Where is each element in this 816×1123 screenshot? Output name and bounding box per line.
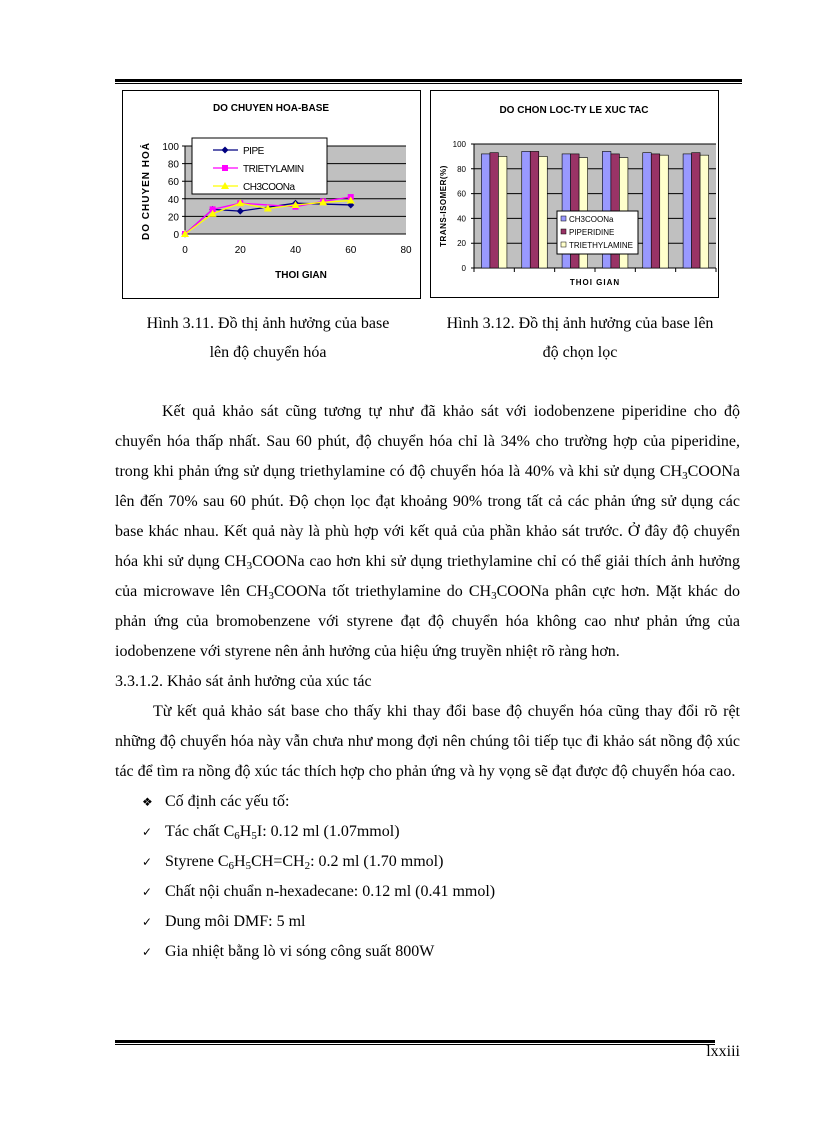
bar-ch3coona (643, 153, 652, 268)
legend-swatch (561, 216, 566, 221)
bar-piperidine (651, 154, 660, 268)
figure-caption-3-11 (118, 309, 418, 367)
text-run: Kết quả khảo sát cũng tương tự như đã khảo sát với iodobenzene piperidine cho độ chuyển hóa thấp nhất. Sau 60 phút, độ chuyển hóa chỉ là 34% cho trường hợp của piperidine, trong khi phản ứng sử dụng triethylamine có độ chuyển hóa là 40% và khi sử dụng CH (115, 403, 740, 480)
y-tick-label: 80 (167, 159, 179, 171)
x-tick-label: 40 (289, 245, 302, 256)
body-text (115, 397, 740, 967)
legend-label: TRIETYLAMIN (243, 164, 304, 175)
x-tick-label: 0 (182, 245, 188, 256)
bar-ch3coona (683, 154, 692, 268)
subscript: 5 (245, 860, 252, 872)
conditions-list (115, 787, 740, 967)
y-tick-label: 100 (452, 140, 466, 149)
bar-triethylamine (660, 155, 669, 268)
text-run: COONa cao hơn khi sử dụng triethylamine chỉ có thể giải thích ảnh hưởng của microwave lên CH (115, 553, 740, 600)
x-tick-label: 20 (234, 245, 246, 256)
text-run: COONa phân cực hơn. Mặt khác do phản ứng của bromobenzene với styrene đạt độ chuyển hóa không cao như phản ứng của iodobenzene với styrene nên ảnh hưởng của hiệu ứng truyền nhiệt rõ ràng hơn. (115, 583, 740, 660)
y-tick-label: 0 (461, 264, 466, 273)
caption-line: Hình 3.11. Đồ thị ảnh hưởng của base (146, 315, 390, 332)
bar-ch3coona (522, 151, 531, 268)
data-point-square (222, 165, 228, 171)
text-run: Gia nhiệt bằng lò vi sóng công suất 800W (165, 943, 435, 960)
legend (557, 211, 638, 254)
y-tick-label: 40 (457, 214, 466, 224)
subscript: 3 (491, 590, 497, 602)
list-item-text (165, 817, 400, 847)
bar-triethylamine (700, 155, 709, 268)
text-run: : 0.2 ml (1.70 mmol) (310, 853, 444, 870)
bar-ch3coona (481, 154, 490, 268)
y-tick-label: 20 (457, 239, 466, 249)
text-run: Chất nội chuẩn n-hexadecane: 0.12 ml (0.41 mmol) (165, 883, 496, 900)
list-item-text (165, 877, 495, 907)
line-chart-svg (123, 91, 420, 298)
page-number: lxxiii (706, 1043, 740, 1060)
text-run: H (234, 853, 246, 870)
y-axis-label: TRANS-ISOMER(%) (439, 165, 448, 247)
selectivity-chart (430, 90, 719, 298)
header-rule (115, 79, 742, 82)
x-tick-label: 80 (400, 245, 412, 256)
legend-label: TRIETHYLAMINE (569, 241, 634, 250)
list-item (115, 877, 740, 907)
figure-caption-3-12 (420, 309, 740, 367)
legend-swatch (561, 242, 566, 247)
checkmark-bullet-icon: ✓ (142, 855, 153, 869)
subscript: 3 (268, 590, 274, 602)
list-item (115, 937, 740, 967)
subscript: 3 (682, 470, 688, 482)
y-tick-label: 100 (162, 142, 179, 153)
text-run: CH=CH (251, 853, 305, 870)
caption-line: lên độ chuyển hóa (209, 344, 327, 361)
section-heading (115, 667, 740, 697)
list-item (115, 847, 740, 877)
y-tick-label: 60 (167, 177, 179, 189)
text-run: Tác chất C (165, 823, 235, 840)
text-run: Styrene C (165, 853, 229, 870)
subscript: 3 (246, 560, 253, 572)
x-axis-label: THOI GIAN (569, 278, 621, 287)
list-item (115, 907, 740, 937)
legend-swatch (561, 229, 566, 234)
text-run: Cố định các yếu tố: (165, 793, 290, 810)
subscript: 2 (304, 860, 311, 872)
legend-label: CH3COONa (569, 215, 614, 224)
caption-line: độ chọn lọc (542, 344, 618, 361)
x-axis-label: THOI GIAN (275, 270, 327, 281)
bar-triethylamine (498, 156, 507, 268)
footer-rule (115, 1040, 715, 1043)
checkmark-bullet-icon: ✓ (142, 915, 153, 929)
text-run: COONa lên đến 70% sau 60 phút. Độ chọn lọc đạt khoảng 90% trong tất cả các phản ứng sử dụng các base khác nhau. Kết quả này là phù hợp với kết quả của phần khảo sát trước. Ở đây độ chuyển hóa khi sử dụng CH (115, 463, 740, 570)
subscript: 5 (251, 830, 257, 842)
text-run: 3.3.1.2. Khảo sát ảnh hưởng của xúc tác (115, 673, 372, 690)
bar-piperidine (490, 153, 499, 268)
list-item (115, 787, 740, 817)
diamond-bullet-icon: ❖ (142, 795, 153, 809)
caption-line: Hình 3.12. Đồ thị ảnh hưởng của base lên (446, 315, 714, 332)
bar-triethylamine (539, 156, 548, 268)
chart-title: DO CHON LOC-TY LE XUC TAC (499, 105, 649, 116)
y-axis-label: DO CHUYEN HOÁ (141, 141, 152, 241)
text-run: H (239, 823, 252, 840)
checkmark-bullet-icon: ✓ (142, 885, 153, 899)
legend (192, 138, 327, 194)
list-item (115, 817, 740, 847)
subscript: 6 (228, 860, 235, 872)
legend-label: CH3COONa (243, 182, 295, 193)
y-tick-label: 40 (167, 194, 179, 206)
y-tick-label: 60 (457, 189, 466, 199)
subscript: 6 (234, 830, 240, 842)
list-item-text (165, 907, 305, 937)
list-item-text (165, 937, 434, 967)
text-run: I: 0.12 ml (1.07mmol) (256, 823, 400, 840)
text-run: COONa tốt triethylamine do CH (273, 583, 492, 600)
chart-title: DO CHUYEN HOA-BASE (212, 103, 330, 114)
bar-chart-svg (431, 91, 718, 297)
bar-piperidine (530, 151, 539, 268)
legend-label: PIPERIDINE (569, 228, 615, 237)
checkmark-bullet-icon: ✓ (142, 825, 153, 839)
text-run: Dung môi DMF: 5 ml (165, 913, 306, 930)
bar-piperidine (692, 153, 701, 268)
paragraph-catalyst (115, 697, 740, 787)
list-item-text (165, 847, 443, 877)
checkmark-bullet-icon: ✓ (142, 945, 153, 959)
text-run: Từ kết quả khảo sát base cho thấy khi thay đổi base độ chuyển hóa cũng thay đổi rõ rệt những độ chuyển hóa này vẫn chưa như mong đợi nên chúng tôi tiếp tục đi khảo sát nồng độ xúc tác để tìm ra nồng độ xúc tác thích hợp cho phản ứng và hy vọng sẽ đạt được độ chuyển hóa cao. (115, 703, 740, 780)
paragraph-results (115, 397, 740, 667)
y-tick-label: 0 (173, 230, 179, 241)
conversion-chart (122, 90, 421, 299)
legend-label: PIPE (243, 146, 264, 157)
list-item-text (165, 787, 289, 817)
x-tick-label: 60 (345, 245, 357, 256)
y-tick-label: 80 (457, 164, 466, 174)
y-tick-label: 20 (167, 212, 179, 224)
